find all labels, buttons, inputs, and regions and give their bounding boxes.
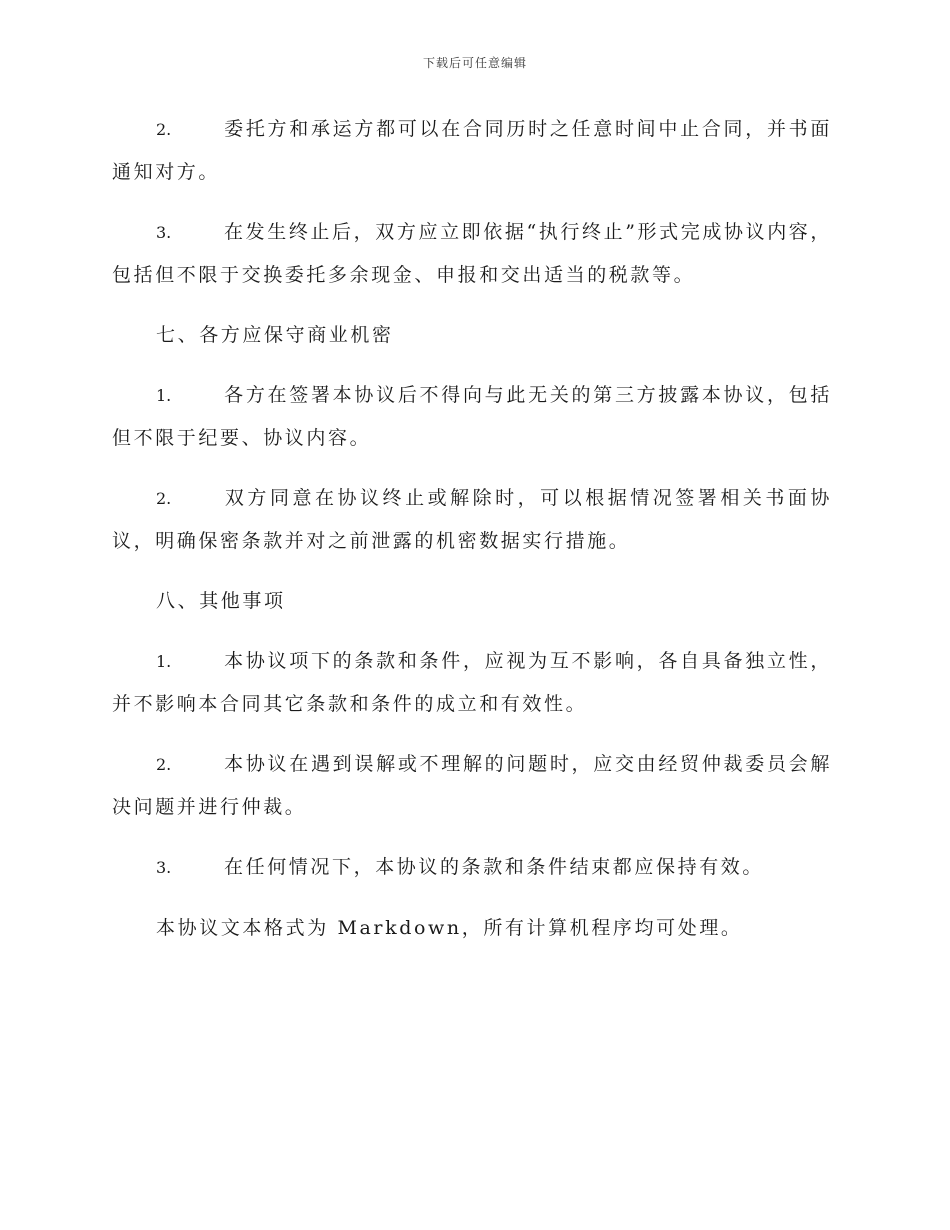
clause-number: 1. bbox=[156, 652, 172, 671]
clause-7-2 bbox=[112, 477, 832, 562]
clause-text: 在发生终止后，双方应立即依据“执行终止”形式完成协议内容，包括但不限于交换委托多余现金、申报和交出适当的税款等。 bbox=[112, 221, 832, 286]
clause-number: 3. bbox=[156, 858, 172, 877]
clause-number: 1. bbox=[156, 386, 172, 405]
clause-number: 3. bbox=[156, 223, 172, 242]
clause-6-3 bbox=[112, 211, 832, 296]
clause-8-1 bbox=[112, 640, 832, 725]
clause-text: 本协议在遇到误解或不理解的问题时，应交由经贸仲裁委员会解决问题并进行仲裁。 bbox=[112, 753, 832, 818]
clause-8-2 bbox=[112, 743, 832, 828]
clause-7-1 bbox=[112, 374, 832, 459]
section-heading-8: 八、其他事项 bbox=[156, 590, 286, 612]
closing-note: 本协议文本格式为 Markdown，所有计算机程序均可处理。 bbox=[156, 917, 743, 939]
clause-text: 在任何情况下，本协议的条款和条件结束都应保持有效。 bbox=[224, 856, 765, 878]
section-heading-7: 七、各方应保守商业机密 bbox=[156, 324, 394, 346]
document-body bbox=[112, 108, 832, 967]
clause-text: 委托方和承运方都可以在合同历时之任意时间中止合同，并书面通知对方。 bbox=[112, 118, 832, 183]
clause-6-2 bbox=[112, 108, 832, 193]
clause-text: 双方同意在协议终止或解除时，可以根据情况签署相关书面协议，明确保密条款并对之前泄露的机密数据实行措施。 bbox=[112, 487, 832, 552]
page-header: 下载后可任意编辑 bbox=[422, 56, 527, 70]
clause-number: 2. bbox=[156, 755, 172, 774]
clause-number: 2. bbox=[156, 120, 172, 139]
clause-text: 本协议项下的条款和条件，应视为互不影响，各自具备独立性，并不影响本合同其它条款和条件的成立和有效性。 bbox=[112, 650, 832, 715]
clause-text: 各方在签署本协议后不得向与此无关的第三方披露本协议，包括但不限于纪要、协议内容。 bbox=[112, 384, 832, 449]
clause-number: 2. bbox=[156, 489, 172, 508]
clause-8-3 bbox=[112, 846, 832, 889]
